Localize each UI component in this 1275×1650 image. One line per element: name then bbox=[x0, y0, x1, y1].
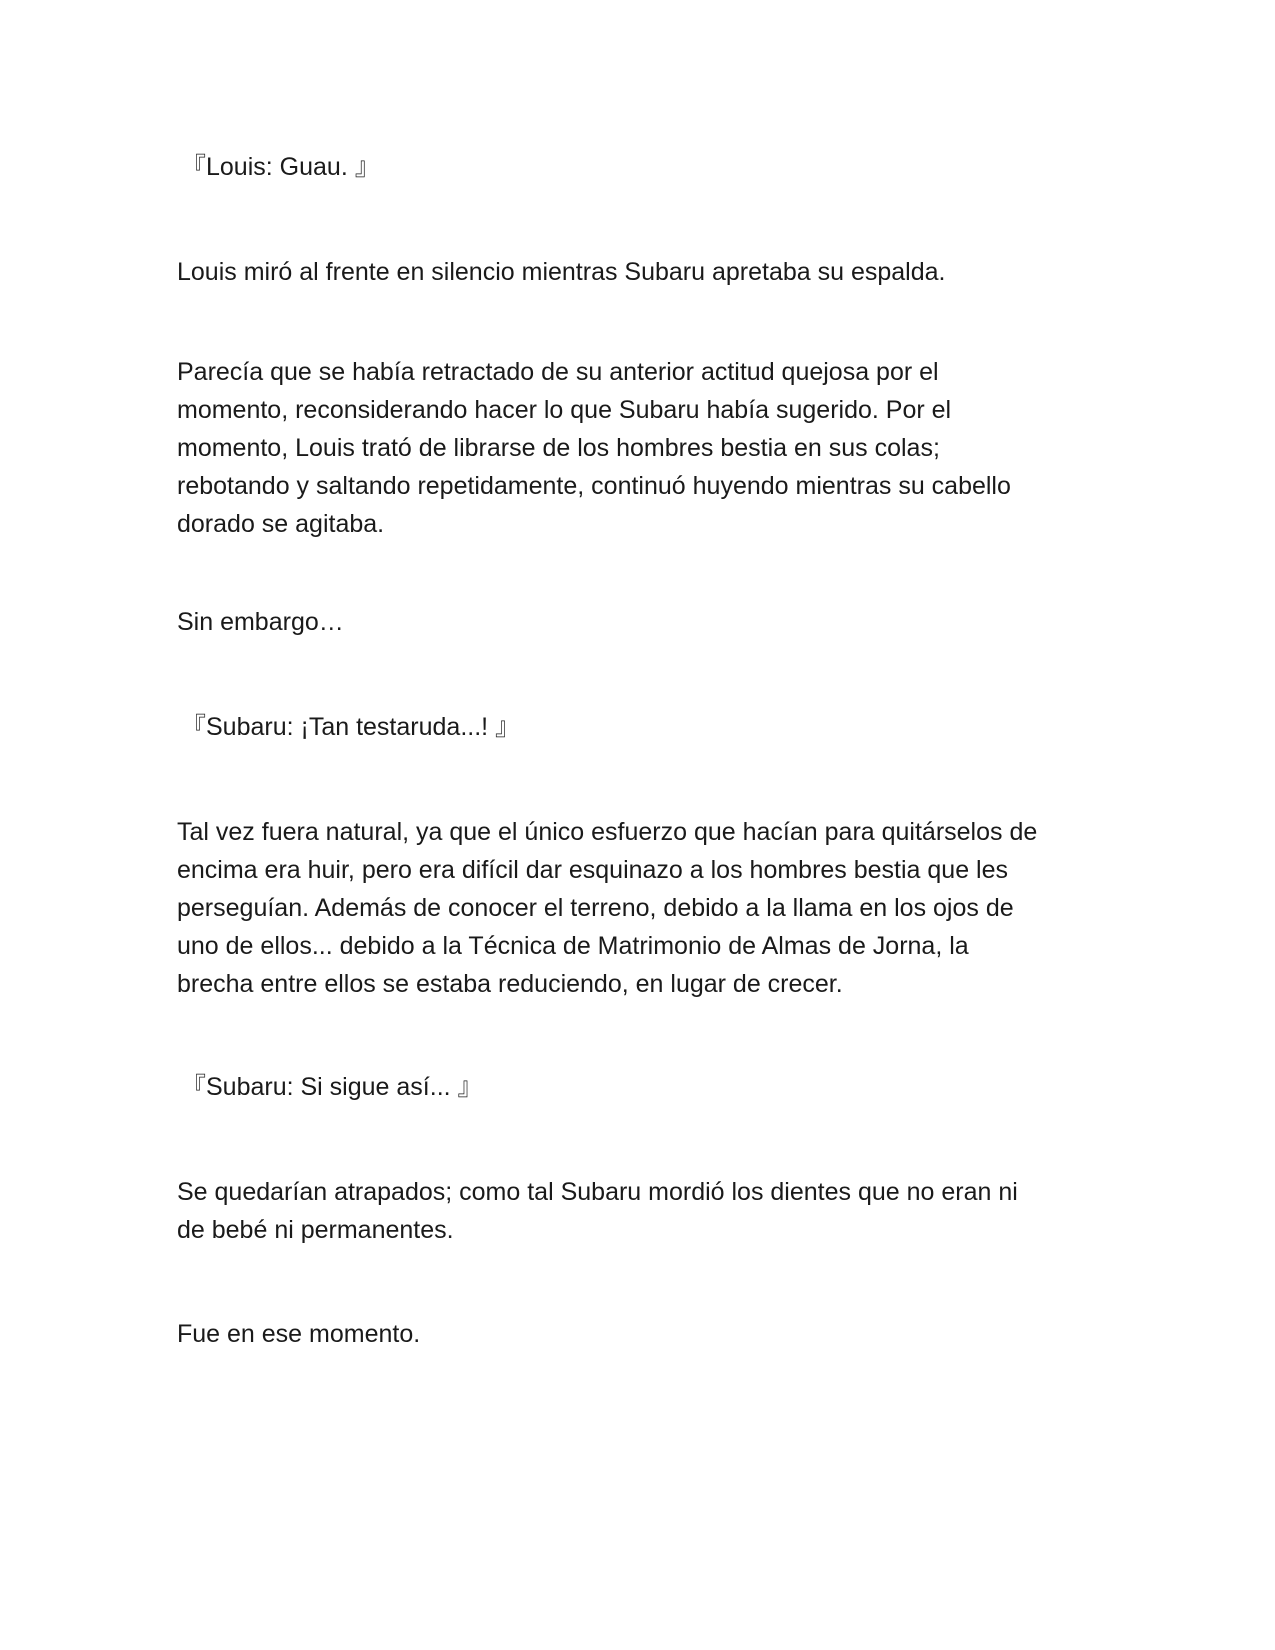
paragraph-atrapados: Se quedarían atrapados; como tal Subaru mordió los dientes que no eran ni de bebé ni permanentes. bbox=[177, 1178, 1018, 1244]
dialogue-subaru-testaruda: 『Subaru: ¡Tan testaruda...! 』 bbox=[181, 713, 521, 741]
paragraph-fue-en-ese-momento: Fue en ese momento. bbox=[177, 1320, 421, 1348]
dialogue-subaru-si-sigue: 『Subaru: Si sigue así... 』 bbox=[181, 1073, 483, 1101]
paragraph-louis-looked-ahead: Louis miró al frente en silencio mientras Subaru apretaba su espalda. bbox=[177, 258, 946, 286]
paragraph-sin-embargo: Sin embargo… bbox=[177, 608, 344, 636]
paragraph-louis-retracted: Parecía que se había retractado de su anterior actitud quejosa por el momento, reconsiderando hacer lo que Subaru había sugerido. Por el momento, Louis trató de librarse de los hombres bestia en sus colas; rebotando y saltando repetidamente, continuó huyendo mientras su cabello dorado se agitaba. bbox=[177, 358, 1011, 538]
dialogue-louis-guau: 『Louis: Guau. 』 bbox=[181, 153, 380, 181]
paragraph-tal-vez: Tal vez fuera natural, ya que el único esfuerzo que hacían para quitárselos de encima era huir, pero era difícil dar esquinazo a los hombres bestia que les perseguían. Además de conocer el terreno, debido a la llama en los ojos de uno de ellos... debido a la Técnica de Matrimonio de Almas de Jorna, la brecha entre ellos se estaba reduciendo, en lugar de crecer. bbox=[177, 818, 1038, 998]
